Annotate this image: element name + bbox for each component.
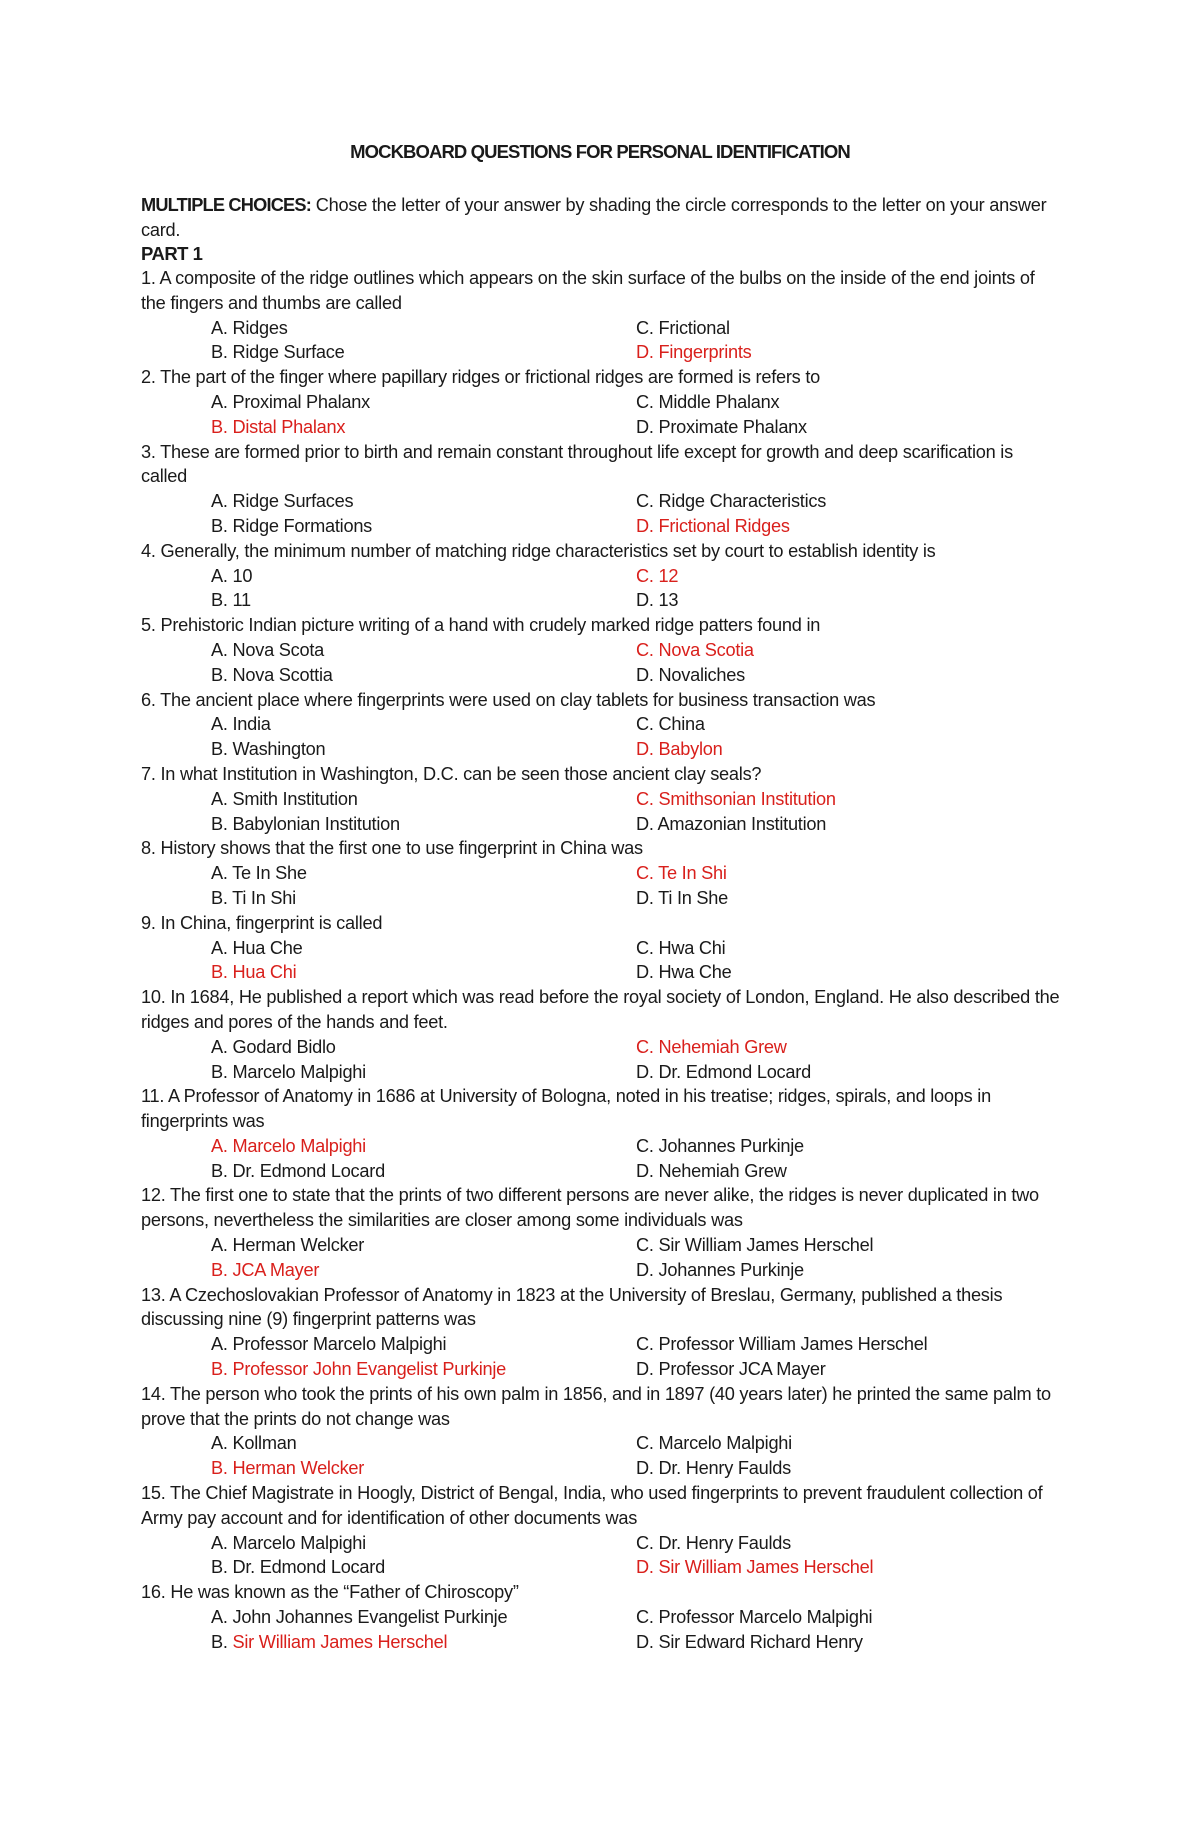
answer-option: D. Sir Edward Richard Henry xyxy=(636,1631,863,1652)
question-item xyxy=(141,1084,1063,1183)
answer-option: D. Proximate Phalanx xyxy=(636,416,807,437)
answer-option: B. 11 xyxy=(211,590,251,611)
answer-option: C. Professor Marcelo Malpighi xyxy=(636,1607,873,1628)
answer-options xyxy=(141,787,1063,837)
question-item xyxy=(141,1183,1063,1282)
answer-option: A. Te In She xyxy=(211,863,307,884)
question-text: 6. The ancient place where fingerprints were used on clay tablets for business transaction was xyxy=(141,689,876,710)
question-item xyxy=(141,1580,1063,1654)
answer-option: C. Sir William James Herschel xyxy=(636,1235,874,1256)
answer-option: B. Babylonian Institution xyxy=(211,813,400,834)
answer-option: A. Professor Marcelo Malpighi xyxy=(211,1334,447,1355)
question-text: 11. A Professor of Anatomy in 1686 at University of Bologna, noted in his treatise; ridges, spirals, and loops in fingerprints was xyxy=(141,1086,991,1132)
correct-answer-option xyxy=(211,1630,447,1655)
question-text: 7. In what Institution in Washington, D.C. can be seen those ancient clay seals? xyxy=(141,763,762,784)
answer-option: B. Ridge Surface xyxy=(211,342,345,363)
question-item xyxy=(141,911,1063,985)
part-heading: PART 1 xyxy=(141,243,203,264)
question-item xyxy=(141,1283,1063,1382)
answer-options xyxy=(141,1035,1063,1085)
answer-options xyxy=(141,712,1063,762)
question-text: 14. The person who took the prints of his own palm in 1856, and in 1897 (40 years later) he printed the same palm to prove that the prints do not change was xyxy=(141,1383,1051,1429)
answer-option: D. Professor JCA Mayer xyxy=(636,1359,826,1380)
correct-answer-option: B. JCA Mayer xyxy=(211,1259,320,1280)
answer-options xyxy=(141,1134,1063,1184)
answer-option: A. Hua Che xyxy=(211,937,303,958)
question-text: 2. The part of the finger where papillary ridges or frictional ridges are formed is refers to xyxy=(141,367,820,388)
answer-options xyxy=(141,1332,1063,1382)
answer-option: C. Middle Phalanx xyxy=(636,391,780,412)
question-text: 1. A composite of the ridge outlines which appears on the skin surface of the bulbs on the inside of the end joints of the fingers and thumbs are called xyxy=(141,268,1035,313)
question-text: 8. History shows that the first one to use fingerprint in China was xyxy=(141,838,643,859)
question-item xyxy=(141,985,1063,1084)
correct-answer-option: C. Smithsonian Institution xyxy=(636,788,836,809)
answer-options xyxy=(141,390,1063,440)
answer-options xyxy=(141,564,1063,614)
answer-option: A. Ridge Surfaces xyxy=(211,491,354,512)
question-item xyxy=(141,365,1063,439)
answer-option: C. Johannes Purkinje xyxy=(636,1135,804,1156)
answer-option: D. Dr. Edmond Locard xyxy=(636,1061,811,1082)
answer-options xyxy=(141,1233,1063,1283)
question-text: 10. In 1684, He published a report which was read before the royal society of London, England. He also described the ridges and pores of the hands and feet. xyxy=(141,987,1060,1032)
answer-option: A. Ridges xyxy=(211,317,288,338)
instructions xyxy=(141,193,1063,243)
answer-option: B. Marcelo Malpighi xyxy=(211,1061,366,1082)
answer-option: A. Nova Scota xyxy=(211,639,325,660)
question-item xyxy=(141,836,1063,910)
answer-option: A. India xyxy=(211,714,271,735)
answer-option: C. Frictional xyxy=(636,317,730,338)
answer-option: A. John Johannes Evangelist Purkinje xyxy=(211,1607,508,1628)
question-list xyxy=(141,266,1063,1655)
answer-option: C. Hwa Chi xyxy=(636,937,726,958)
question-text: 5. Prehistoric Indian picture writing of a hand with crudely marked ridge patters found in xyxy=(141,615,821,636)
question-item xyxy=(141,613,1063,687)
correct-answer-option: D. Babylon xyxy=(636,739,723,760)
question-text: 12. The first one to state that the prints of two different persons are never alike, the ridges is never duplicated in two persons, nevertheless the similarities are closer among some individuals was xyxy=(141,1185,1039,1231)
correct-answer-option: C. Nova Scotia xyxy=(636,639,754,660)
answer-options xyxy=(141,489,1063,539)
answer-option: C. Dr. Henry Faulds xyxy=(636,1532,791,1553)
question-item xyxy=(141,1382,1063,1481)
answer-options xyxy=(141,936,1063,986)
answer-options xyxy=(141,1531,1063,1581)
correct-answer-option: D. Fingerprints xyxy=(636,342,752,363)
correct-answer-option: B. Herman Welcker xyxy=(211,1458,365,1479)
option-letter: B. xyxy=(211,1631,233,1652)
answer-option: B. Ti In Shi xyxy=(211,887,296,908)
answer-option: A. Smith Institution xyxy=(211,788,358,809)
answer-option: B. Nova Scottia xyxy=(211,664,333,685)
answer-option: A. Herman Welcker xyxy=(211,1235,365,1256)
answer-option: A. Godard Bidlo xyxy=(211,1036,336,1057)
answer-option: A. Proximal Phalanx xyxy=(211,391,371,412)
answer-option: D. Hwa Che xyxy=(636,962,732,983)
question-item xyxy=(141,266,1063,365)
correct-answer-option: C. 12 xyxy=(636,565,679,586)
answer-option: B. Dr. Edmond Locard xyxy=(211,1557,385,1578)
answer-option: B. Ridge Formations xyxy=(211,515,373,536)
answer-option: A. 10 xyxy=(211,565,253,586)
instructions-text: Chose the letter of your answer by shading the circle corresponds to the letter on your answer card. xyxy=(141,195,1047,240)
correct-answer-option: C. Te In Shi xyxy=(636,863,727,884)
answer-options xyxy=(141,1605,1063,1655)
answer-options xyxy=(141,861,1063,911)
answer-option: D. Nehemiah Grew xyxy=(636,1160,787,1181)
answer-option: C. Ridge Characteristics xyxy=(636,491,827,512)
answer-option: C. Professor William James Herschel xyxy=(636,1334,928,1355)
answer-option: D. Dr. Henry Faulds xyxy=(636,1458,791,1479)
answer-options xyxy=(141,316,1063,366)
answer-options xyxy=(141,638,1063,688)
answer-option: D. Amazonian Institution xyxy=(636,813,827,834)
question-text: 3. These are formed prior to birth and remain constant throughout life except for growth and deep scarification is called xyxy=(141,441,1013,487)
instructions-label: MULTIPLE CHOICES: xyxy=(141,195,311,215)
question-text: 13. A Czechoslovakian Professor of Anatomy in 1823 at the University of Breslau, Germany, published a thesis discussing nine (9) fingerprint patterns was xyxy=(141,1284,1003,1330)
question-item xyxy=(141,688,1063,762)
question-text: 15. The Chief Magistrate in Hoogly, District of Bengal, India, who used fingerprints to prevent fraudulent collection of Army pay account and for identification of other documents was xyxy=(141,1483,1043,1528)
answer-option: B. Dr. Edmond Locard xyxy=(211,1160,385,1181)
correct-answer-option: B. Hua Chi xyxy=(211,962,297,983)
answer-option: D. Ti In She xyxy=(636,887,729,908)
question-text: 16. He was known as the “Father of Chiroscopy” xyxy=(141,1582,519,1603)
answer-option: A. Marcelo Malpighi xyxy=(211,1532,366,1553)
correct-answer-option: B. Distal Phalanx xyxy=(211,416,346,437)
question-item xyxy=(141,762,1063,836)
page-title: MOCKBOARD QUESTIONS FOR PERSONAL IDENTIFICATION xyxy=(350,141,850,162)
answer-option: B. Washington xyxy=(211,739,326,760)
answer-option: D. 13 xyxy=(636,590,679,611)
correct-answer-option: D. Sir William James Herschel xyxy=(636,1557,874,1578)
correct-answer-option: B. Professor John Evangelist Purkinje xyxy=(211,1359,507,1380)
question-item xyxy=(141,440,1063,539)
answer-option: C. Marcelo Malpighi xyxy=(636,1433,792,1454)
question-item xyxy=(141,1481,1063,1580)
answer-option: D. Johannes Purkinje xyxy=(636,1259,804,1280)
answer-option: D. Novaliches xyxy=(636,664,745,685)
question-text: 9. In China, fingerprint is called xyxy=(141,912,383,933)
answer-options xyxy=(141,1431,1063,1481)
question-text: 4. Generally, the minimum number of matching ridge characteristics set by court to establish identity is xyxy=(141,540,936,561)
option-answer-text: Sir William James Herschel xyxy=(232,1631,448,1652)
answer-option: C. China xyxy=(636,714,705,735)
correct-answer-option: C. Nehemiah Grew xyxy=(636,1036,787,1057)
correct-answer-option: A. Marcelo Malpighi xyxy=(211,1135,366,1156)
question-item xyxy=(141,539,1063,613)
correct-answer-option: D. Frictional Ridges xyxy=(636,515,790,536)
answer-option: A. Kollman xyxy=(211,1433,297,1454)
